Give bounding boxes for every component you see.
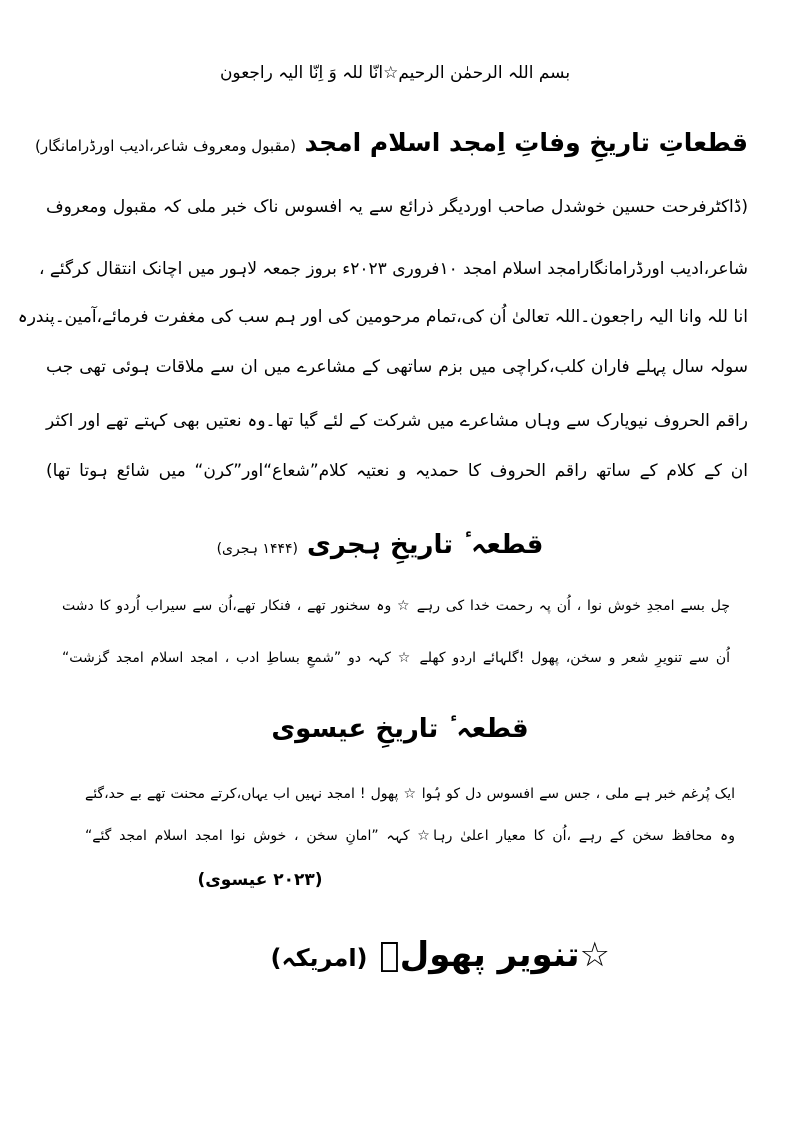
page-title bbox=[34, 128, 748, 157]
gregorian-verse-1: ایک پُرغم خبر ہے ملی ، جس سے افسوس دل کو ہُوا ☆ پھول ! امجد نہیں اب یہاں،کرتے محنت تھے بے حد،گئے bbox=[85, 786, 735, 802]
hijri-verse-1: چل بسے امجدِ خوش نوا ، اُن پہ رحمت خدا کی رہے ☆ وہ سخنور تھے ، فنکار تھے،اُن سے سیراب اُردو کا دشت bbox=[62, 598, 730, 614]
intro-line-1: (ڈاکٹرفرحت حسین خوشدل صاحب اوردیگر ذرائع سے یہ افسوس ناک خبر ملی کہ مقبول ومعروف bbox=[46, 197, 748, 217]
hijri-verse-2: اُن سے تنویرِ شعر و سخن، پھول !گلہائے اردو کھلے ☆ کہہ دو ”شمعِ بساطِ ادب ، امجد اسلام امجد گزشت“ bbox=[62, 650, 730, 666]
intro-line-6: ان کے کلام کے ساتھ راقم الحروف کا حمدیہ و نعتیہ کلام”شعاع“اور”کرن“ میں شائع ہوتا تھا) bbox=[46, 461, 748, 481]
bismillah-line: بسم اللہ الرحمٰن الرحیم☆انّا للہ وَ اِنّا الیہ راجعون bbox=[219, 63, 571, 83]
gregorian-year-note: (۲۰۲۳ عیسوی) bbox=[197, 870, 323, 890]
title-subtitle: (مقبول ومعروف شاعر،ادیب اورڈرامانگار) bbox=[34, 137, 296, 155]
signature bbox=[270, 935, 610, 975]
signature-location: (امریکہ) bbox=[270, 944, 368, 972]
signature-name: ☆تنویر پھولؔ bbox=[379, 935, 610, 975]
hijri-heading-text: قطعہ ٔ تاریخِ ہجری bbox=[307, 530, 544, 560]
intro-line-2: شاعر،ادیب اورڈرامانگارامجد اسلام امجد ۱۰فروری ۲۰۲۳ء بروز جمعہ لاہور میں اچانک انتقال کرگئے ، bbox=[38, 259, 748, 279]
gregorian-verse-2: وہ محافظ سخن کے رہے ،اُن کا معیار اعلیٰ رہا☆ کہہ ”امانِ سخن ، خوش نوا امجد اسلام امجد گئے“ bbox=[85, 828, 735, 844]
hijri-heading bbox=[170, 530, 590, 560]
title-text: قطعاتِ تاریخِ وفاتِ اِمجد اسلام امجد bbox=[304, 128, 748, 157]
hijri-year-note: (۱۴۴۴ ہجری) bbox=[216, 541, 298, 557]
intro-line-3: انا للہ وانا الیہ راجعون۔اللہ تعالیٰ اُن کی،تمام مرحومین کی اور ہم سب کی مغفرت فرمائے،آمین۔پندرہ bbox=[17, 307, 748, 327]
intro-line-5: راقم الحروف نیویارک سے وہاں مشاعرے میں شرکت کے لئے گیا تھا۔وہ نعتیں بھی کہتے تھے اور اکثر bbox=[46, 411, 748, 431]
intro-line-4: سولہ سال پہلے فاران کلب،کراچی میں بزم ساتھی کے مشاعرے میں ان سے ملاقات ہوئی تھی جب bbox=[46, 357, 748, 377]
gregorian-heading: قطعہ ٔ تاریخِ عیسوی bbox=[271, 714, 529, 744]
